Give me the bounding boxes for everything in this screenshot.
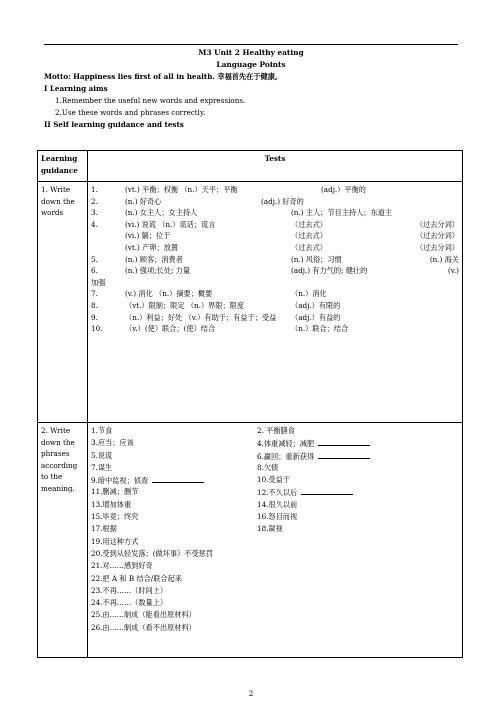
word-definition: （v.）(使）联合；(使）结合 xyxy=(125,324,216,334)
word-definition: (n.) 风俗；习惯 xyxy=(291,254,342,264)
phrase-text: 24.不再……（数量上） xyxy=(91,598,168,608)
phrase-item xyxy=(91,474,204,487)
word-definition: (vi.) 说谎 （n.）谎话；谎言 xyxy=(125,219,216,229)
phrase-row xyxy=(91,585,459,597)
word-item xyxy=(91,323,459,335)
phrase-item xyxy=(91,511,138,523)
word-item xyxy=(91,254,459,266)
word-definition: (v.) 消化 （n.）摘要；概要 xyxy=(125,289,213,299)
phrases-cell xyxy=(88,423,463,658)
phrase-text: 21.对……感到好奇 xyxy=(91,561,153,571)
word-item xyxy=(91,184,459,196)
phrase-item xyxy=(257,450,370,463)
phrase-row xyxy=(91,597,459,609)
word-definition: (n.) 主人；节目主持人；东道主 xyxy=(291,208,393,218)
phrase-item xyxy=(91,437,134,449)
row-label-phrases: 2. Write down the phrases according to the meaning. xyxy=(38,423,88,658)
word-definition: （n.）利益；好处 （v.）有助于；有益于；受益 xyxy=(125,312,277,322)
phrase-text: 6.赢回；重新获得 xyxy=(257,451,315,461)
phrase-row xyxy=(91,511,459,523)
phrase-text: 13.增加体重 xyxy=(91,499,132,509)
word-number: 4. xyxy=(91,219,98,229)
answer-blank[interactable] xyxy=(152,474,204,483)
phrase-text: 8.欠债 xyxy=(257,462,279,472)
phrase-row xyxy=(91,548,459,560)
phrase-item xyxy=(91,499,131,511)
phrase-text: 3.应当；应该 xyxy=(91,438,134,448)
word-definition: (vt.) 产卵；放置 xyxy=(125,242,179,252)
phrase-item xyxy=(257,511,297,523)
word-definition: (vt.) 平衡；权衡 （n.）天平；平衡 xyxy=(125,185,238,194)
word-item xyxy=(91,196,459,208)
phrase-item xyxy=(91,425,112,437)
word-definition: （n.）消化 xyxy=(291,289,327,299)
phrase-text: 15.毕竟；终究 xyxy=(91,512,139,522)
answer-blank[interactable] xyxy=(318,437,370,446)
word-number: 9. xyxy=(91,312,98,322)
phrase-text: 12.不久以后 xyxy=(257,488,298,498)
word-definition: （过去分词） xyxy=(415,219,459,229)
header-learning-guidance: Learning guidance xyxy=(38,151,88,182)
phrase-item xyxy=(257,499,297,511)
word-number: 6. xyxy=(91,266,98,276)
phrase-row xyxy=(91,462,459,474)
word-number: 1. xyxy=(91,185,98,194)
phrase-item xyxy=(91,523,117,535)
word-definition: (n.) 海关 xyxy=(429,254,459,264)
phrase-item xyxy=(257,523,283,535)
phrase-item xyxy=(257,462,278,474)
word-definition: （adj.）有益的 xyxy=(291,312,341,322)
word-number: 2. xyxy=(91,196,98,206)
page-number: 2 xyxy=(248,690,254,698)
word-definition: （n.）联合；结合 xyxy=(291,324,349,334)
phrase-text: 25.由……制成（能看出原材料） xyxy=(91,610,196,620)
phrase-text: 22.把 A 和 B 结合/联合起来 xyxy=(91,573,182,583)
word-item: 加强 xyxy=(91,277,106,287)
word-definition: (n.) 女主人；女主持人 xyxy=(125,208,198,218)
word-item xyxy=(91,265,459,277)
word-definition: (adj.）平衡的 xyxy=(321,185,366,194)
phrase-text: 23.不再……（时间上） xyxy=(91,585,168,595)
word-definition: (n.) 强项;长处; 力量 xyxy=(125,266,191,276)
word-definition: （过去式） xyxy=(291,231,327,241)
phrase-text: 10.受益于 xyxy=(257,475,290,485)
word-definition: （过去式） xyxy=(291,242,327,252)
row-label-words: 1. Write down the words xyxy=(38,182,88,423)
phrase-text: 26.由……制成（看不出原材料） xyxy=(91,622,196,632)
phrase-item xyxy=(257,437,370,450)
word-definition: (n.) 好奇心 xyxy=(125,196,162,206)
phrase-text: 16.怒目而视 xyxy=(257,512,298,522)
word-item xyxy=(91,230,459,242)
phrase-row xyxy=(91,609,459,621)
word-number: 10. xyxy=(91,324,103,334)
word-definition: (adj.) 有力气的; 健壮的 xyxy=(291,266,368,276)
phrase-row xyxy=(91,560,459,572)
phrase-text: 2. 平衡膳食 xyxy=(257,426,295,435)
word-definition: (vi.) 躺；位于 xyxy=(125,231,171,241)
phrase-text: 19.用这种方式 xyxy=(91,536,139,546)
phrase-item xyxy=(91,450,112,462)
word-number: 7. xyxy=(91,289,98,299)
phrase-item xyxy=(91,462,112,474)
phrase-row xyxy=(91,523,459,535)
word-number: 8. xyxy=(91,300,98,310)
document-subtitle: Language Points xyxy=(216,60,286,69)
phrase-row xyxy=(91,573,459,585)
word-item xyxy=(91,312,459,324)
header-tests: Tests xyxy=(88,151,463,182)
word-definition: （vt.）限制；限定 （n.）界限；限度 xyxy=(125,300,245,310)
word-number: 5. xyxy=(91,254,98,264)
phrase-text: 14.很久以前 xyxy=(257,499,298,509)
phrase-item xyxy=(257,425,295,437)
section-self-learning: II Self learning guidance and tests xyxy=(44,120,184,129)
motto-text: Happiness lies first of all in health. 幸福首先在于健康。 xyxy=(73,72,283,81)
aim-2: 2.Use these words and phrases correctly. xyxy=(55,108,206,117)
phrase-row xyxy=(91,486,459,498)
phrase-item xyxy=(91,486,138,498)
phrase-item xyxy=(257,486,353,499)
motto-line xyxy=(44,72,282,82)
phrase-text: 20.受到从轻发落；(做坏事）不受惩罚 xyxy=(91,548,214,558)
word-definition: （过去分词） xyxy=(415,231,459,241)
word-item xyxy=(91,300,459,312)
header-rule xyxy=(44,44,458,45)
word-definition: （过去式） xyxy=(291,219,327,229)
phrase-text: 11.删减；删节 xyxy=(91,487,139,497)
phrase-row xyxy=(91,474,459,486)
phrase-text: 7.谋生 xyxy=(91,462,113,472)
document-title: M3 Unit 2 Healthy eating xyxy=(198,48,304,57)
phrase-text: 9.暗中监视；侦查 xyxy=(91,476,149,486)
word-definition: (n.) 顾客；消费者 xyxy=(125,254,183,264)
word-definition: （adj.）有限的 xyxy=(291,300,341,310)
phrase-text: 4.体重减轻；减肥 xyxy=(257,439,315,449)
word-item xyxy=(91,242,459,254)
phrase-row xyxy=(91,536,459,548)
word-definition: （过去分词） xyxy=(415,242,459,252)
answer-blank[interactable] xyxy=(318,450,370,459)
answer-blank[interactable] xyxy=(301,486,353,495)
phrase-row xyxy=(91,425,459,437)
word-item xyxy=(91,219,459,231)
phrase-row xyxy=(91,450,459,462)
word-number: 3. xyxy=(91,208,98,218)
tests-table xyxy=(37,150,463,658)
phrase-row xyxy=(91,499,459,511)
phrase-row xyxy=(91,622,459,634)
phrase-text: 5.说谎 xyxy=(91,450,113,460)
word-definition: (adj.) 好奇的 xyxy=(261,196,304,206)
word-item xyxy=(91,207,459,219)
phrase-text: 17.根据 xyxy=(91,524,117,534)
phrase-text: 18.凝视 xyxy=(257,524,283,534)
phrase-text: 1.节食 xyxy=(91,426,113,435)
word-item xyxy=(91,288,459,300)
words-cell xyxy=(88,182,463,423)
section-learning-aims: I Learning aims xyxy=(44,84,108,93)
aim-1: 1.Remember the useful new words and expressions. xyxy=(55,96,246,105)
motto-label: Motto: xyxy=(44,72,71,81)
word-definition: (v.) xyxy=(447,266,459,276)
phrase-row xyxy=(91,437,459,449)
phrase-item xyxy=(257,474,290,486)
